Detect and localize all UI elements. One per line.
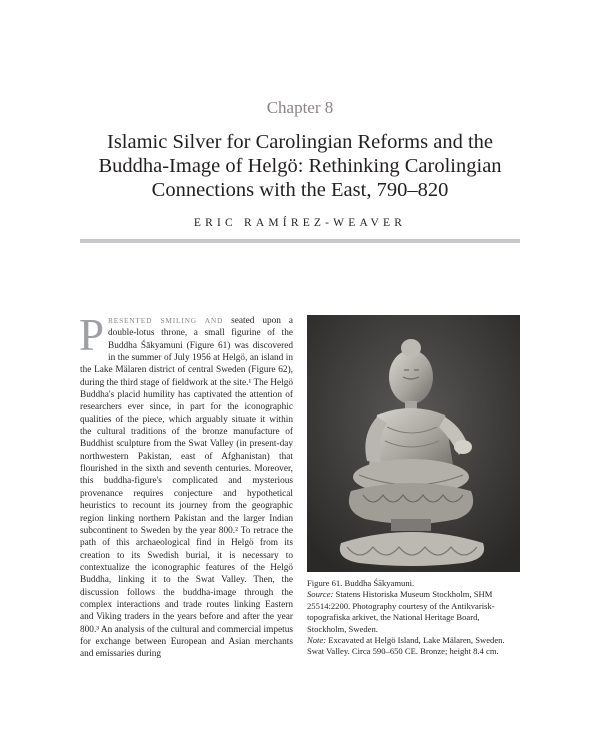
note-label: Note: bbox=[307, 635, 327, 646]
buddha-figurine-image bbox=[307, 315, 520, 572]
lead-smallcaps: RESENTED SMILING AND bbox=[108, 316, 224, 325]
note-text: Excavated at Helgö Island, Lake Mälaren, Sweden. Swat Valley. Circa 590–650 CE. Bronze; height 8.4 cm. bbox=[307, 635, 505, 657]
body-paragraph: seated upon a double-lotus throne, a small figurine of the Buddha Śākyamuni (Figure 61) was discovered in the summer of July 1956 at Helgö, an island in the Lake Mälaren district of central Sweden (Figure 62), during the third stage of fieldwork at the site.¹ The Helgö Buddha's placid humility has captivated the attention of researchers ever since, in part for the iconographic qualities of the piece, which arguably situate it within the cultural traditions of the bronze manufacture of Buddhist sculpture from the Swat Valley (in present-day northwestern Pakistan, east of Afghanistan) that flourished in the sixth and seventh centuries. Moreover, this buddha-figure's complicated and mysterious provenance requires conjecture and hypothetical heuristics to recount its journey from the geographic region linking northern Pakistan and the larger Indian subcontinent to Sweden by the year 800.² To retrace the path of this archaeological find in Helgö from its creation to its Swedish burial, it is necessary to contextualize the iconographic features of the Helgö Buddha, linking it to the Swat Valley. Then, the discussion follows the buddha-image through the complex interactions and trade routes linking Eastern and Viking traders in the years before and after the year 800.³ An analysis of the cultural and commercial impetus for exchange between European and Asian merchants and emissaries during bbox=[80, 316, 293, 660]
figure-title: Figure 61. Buddha Śākyamuni. bbox=[307, 578, 415, 588]
buddha-photo bbox=[307, 315, 520, 572]
chapter-title bbox=[80, 130, 520, 202]
figure-caption bbox=[307, 578, 520, 658]
figure-note bbox=[307, 635, 520, 658]
title-rule bbox=[80, 239, 520, 243]
chapter-title-line: Buddha-Image of Helgö: Rethinking Carolingian bbox=[98, 155, 502, 177]
source-label: Source: bbox=[307, 589, 334, 600]
chapter-title-line: Islamic Silver for Carolingian Reforms and the bbox=[107, 131, 493, 153]
chapter-label: Chapter 8 bbox=[266, 98, 334, 117]
drop-cap: P bbox=[79, 310, 105, 360]
author-name: ERIC RAMÍREZ-WEAVER bbox=[193, 217, 407, 229]
source-text: Statens Historiska Museum Stockholm, SHM 25514:2200. Photography courtesy of the Antikvarisk-topografiska arkivet, the National Heritage Board, Stockholm, Sweden. bbox=[307, 589, 495, 634]
figure-source bbox=[307, 589, 520, 635]
body-column bbox=[79, 310, 293, 661]
chapter-title-line: Connections with the East, 790–820 bbox=[151, 179, 449, 201]
